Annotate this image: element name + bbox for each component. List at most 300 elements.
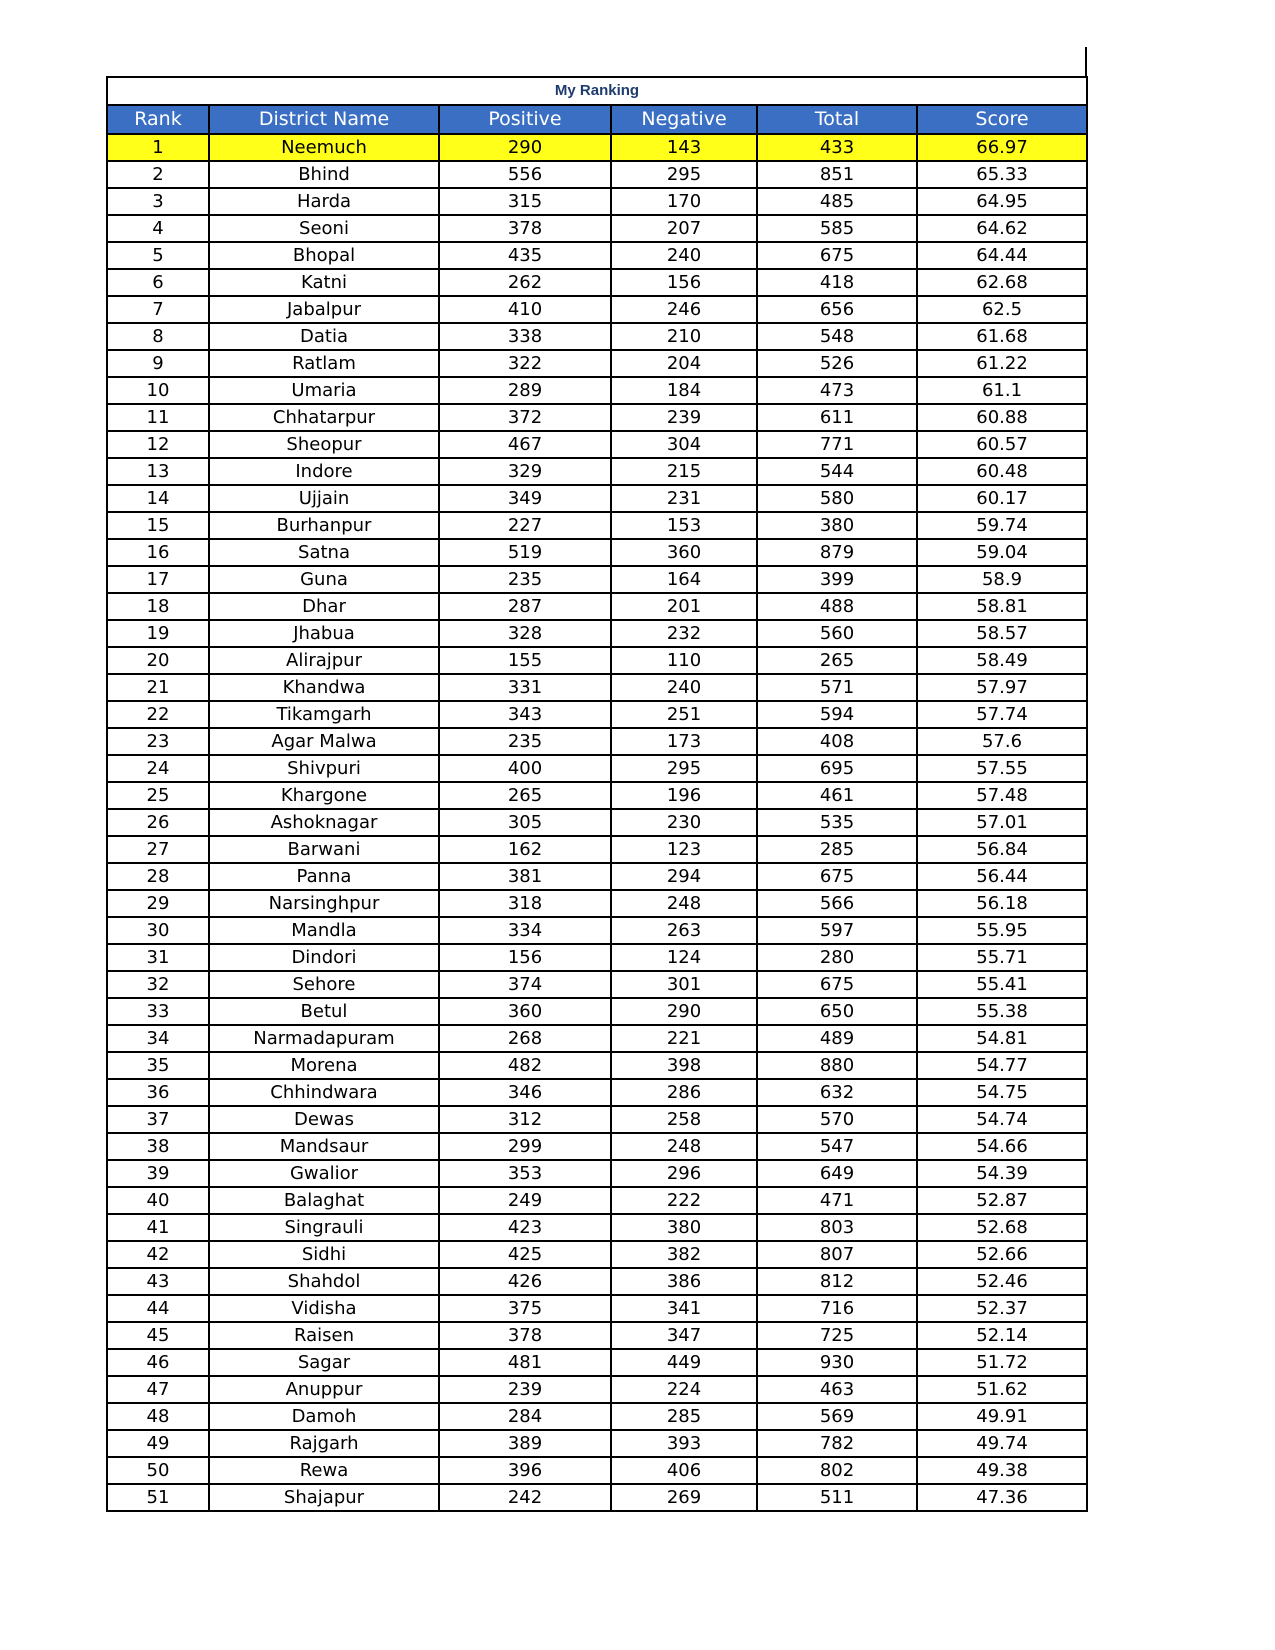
cell-positive: 268 <box>439 1025 611 1052</box>
cell-negative: 258 <box>611 1106 757 1133</box>
table-row[interactable] <box>107 836 1087 863</box>
cell-district-name: Barwani <box>209 836 439 863</box>
cell-negative: 204 <box>611 350 757 377</box>
cell-negative: 143 <box>611 134 757 161</box>
header-row <box>107 105 1087 134</box>
table-row[interactable] <box>107 188 1087 215</box>
cell-score: 55.38 <box>917 998 1087 1025</box>
cell-district-name: Harda <box>209 188 439 215</box>
page-border-line <box>1085 47 1087 77</box>
cell-score: 49.91 <box>917 1403 1087 1430</box>
cell-rank: 2 <box>107 161 209 188</box>
table-row[interactable] <box>107 782 1087 809</box>
cell-total: 725 <box>757 1322 917 1349</box>
table-row[interactable] <box>107 944 1087 971</box>
cell-district-name: Betul <box>209 998 439 1025</box>
cell-score: 65.33 <box>917 161 1087 188</box>
cell-positive: 242 <box>439 1484 611 1511</box>
cell-score: 60.17 <box>917 485 1087 512</box>
cell-score: 57.6 <box>917 728 1087 755</box>
cell-total: 570 <box>757 1106 917 1133</box>
cell-positive: 162 <box>439 836 611 863</box>
cell-score: 58.49 <box>917 647 1087 674</box>
cell-score: 51.72 <box>917 1349 1087 1376</box>
cell-negative: 406 <box>611 1457 757 1484</box>
cell-total: 488 <box>757 593 917 620</box>
cell-district-name: Mandla <box>209 917 439 944</box>
cell-positive: 519 <box>439 539 611 566</box>
cell-total: 880 <box>757 1052 917 1079</box>
cell-score: 60.48 <box>917 458 1087 485</box>
cell-rank: 50 <box>107 1457 209 1484</box>
cell-negative: 246 <box>611 296 757 323</box>
cell-district-name: Shajapur <box>209 1484 439 1511</box>
cell-score: 62.68 <box>917 269 1087 296</box>
cell-positive: 353 <box>439 1160 611 1187</box>
cell-positive: 227 <box>439 512 611 539</box>
table-row[interactable] <box>107 566 1087 593</box>
table-row[interactable] <box>107 161 1087 188</box>
cell-district-name: Bhopal <box>209 242 439 269</box>
table-row[interactable] <box>107 998 1087 1025</box>
cell-rank: 16 <box>107 539 209 566</box>
cell-score: 57.48 <box>917 782 1087 809</box>
cell-district-name: Ashoknagar <box>209 809 439 836</box>
table-row[interactable] <box>107 350 1087 377</box>
cell-negative: 231 <box>611 485 757 512</box>
cell-score: 64.95 <box>917 188 1087 215</box>
cell-score: 49.38 <box>917 1457 1087 1484</box>
cell-rank: 27 <box>107 836 209 863</box>
cell-negative: 380 <box>611 1214 757 1241</box>
cell-positive: 378 <box>439 1322 611 1349</box>
cell-negative: 295 <box>611 755 757 782</box>
cell-positive: 343 <box>439 701 611 728</box>
table-row[interactable] <box>107 1025 1087 1052</box>
cell-total: 879 <box>757 539 917 566</box>
cell-rank: 38 <box>107 1133 209 1160</box>
cell-district-name: Anuppur <box>209 1376 439 1403</box>
cell-negative: 240 <box>611 242 757 269</box>
cell-district-name: Seoni <box>209 215 439 242</box>
cell-rank: 3 <box>107 188 209 215</box>
cell-rank: 36 <box>107 1079 209 1106</box>
cell-score: 54.77 <box>917 1052 1087 1079</box>
table-row[interactable] <box>107 1349 1087 1376</box>
table-row[interactable] <box>107 809 1087 836</box>
cell-total: 569 <box>757 1403 917 1430</box>
table-row[interactable] <box>107 458 1087 485</box>
cell-district-name: Khandwa <box>209 674 439 701</box>
table-row[interactable] <box>107 890 1087 917</box>
cell-total: 571 <box>757 674 917 701</box>
cell-rank: 28 <box>107 863 209 890</box>
cell-positive: 329 <box>439 458 611 485</box>
cell-positive: 284 <box>439 1403 611 1430</box>
cell-total: 399 <box>757 566 917 593</box>
cell-positive: 378 <box>439 215 611 242</box>
cell-district-name: Tikamgarh <box>209 701 439 728</box>
cell-positive: 235 <box>439 728 611 755</box>
cell-district-name: Ratlam <box>209 350 439 377</box>
cell-score: 58.81 <box>917 593 1087 620</box>
header-rank[interactable]: Rank <box>107 105 209 134</box>
cell-total: 548 <box>757 323 917 350</box>
cell-positive: 396 <box>439 1457 611 1484</box>
cell-positive: 265 <box>439 782 611 809</box>
cell-positive: 249 <box>439 1187 611 1214</box>
cell-negative: 269 <box>611 1484 757 1511</box>
table-row[interactable] <box>107 1052 1087 1079</box>
cell-negative: 210 <box>611 323 757 350</box>
cell-rank: 4 <box>107 215 209 242</box>
table-row[interactable] <box>107 1376 1087 1403</box>
cell-positive: 482 <box>439 1052 611 1079</box>
cell-positive: 410 <box>439 296 611 323</box>
table-row[interactable] <box>107 269 1087 296</box>
cell-rank: 5 <box>107 242 209 269</box>
table-row[interactable] <box>107 539 1087 566</box>
cell-rank: 6 <box>107 269 209 296</box>
cell-negative: 110 <box>611 647 757 674</box>
cell-district-name: Vidisha <box>209 1295 439 1322</box>
cell-score: 54.74 <box>917 1106 1087 1133</box>
cell-score: 54.81 <box>917 1025 1087 1052</box>
cell-district-name: Shivpuri <box>209 755 439 782</box>
cell-score: 66.97 <box>917 134 1087 161</box>
cell-score: 57.97 <box>917 674 1087 701</box>
cell-total: 511 <box>757 1484 917 1511</box>
cell-rank: 12 <box>107 431 209 458</box>
cell-rank: 9 <box>107 350 209 377</box>
table-row[interactable] <box>107 728 1087 755</box>
table-row[interactable] <box>107 701 1087 728</box>
cell-district-name: Burhanpur <box>209 512 439 539</box>
cell-score: 56.84 <box>917 836 1087 863</box>
cell-rank: 32 <box>107 971 209 998</box>
cell-negative: 248 <box>611 890 757 917</box>
cell-rank: 8 <box>107 323 209 350</box>
cell-total: 265 <box>757 647 917 674</box>
table-row[interactable] <box>107 1133 1087 1160</box>
cell-score: 52.46 <box>917 1268 1087 1295</box>
cell-district-name: Narsinghpur <box>209 890 439 917</box>
cell-total: 473 <box>757 377 917 404</box>
cell-negative: 449 <box>611 1349 757 1376</box>
table-row[interactable] <box>107 512 1087 539</box>
cell-rank: 37 <box>107 1106 209 1133</box>
cell-score: 52.37 <box>917 1295 1087 1322</box>
cell-district-name: Dewas <box>209 1106 439 1133</box>
cell-total: 656 <box>757 296 917 323</box>
table-row[interactable] <box>107 1484 1087 1511</box>
cell-score: 52.66 <box>917 1241 1087 1268</box>
header-total[interactable]: Total <box>757 105 917 134</box>
table-row[interactable] <box>107 1241 1087 1268</box>
cell-negative: 224 <box>611 1376 757 1403</box>
cell-district-name: Chhatarpur <box>209 404 439 431</box>
cell-negative: 221 <box>611 1025 757 1052</box>
cell-total: 802 <box>757 1457 917 1484</box>
cell-negative: 222 <box>611 1187 757 1214</box>
cell-rank: 47 <box>107 1376 209 1403</box>
cell-total: 408 <box>757 728 917 755</box>
cell-positive: 360 <box>439 998 611 1025</box>
cell-rank: 11 <box>107 404 209 431</box>
cell-total: 380 <box>757 512 917 539</box>
cell-positive: 156 <box>439 944 611 971</box>
cell-score: 47.36 <box>917 1484 1087 1511</box>
cell-rank: 44 <box>107 1295 209 1322</box>
cell-district-name: Raisen <box>209 1322 439 1349</box>
cell-total: 807 <box>757 1241 917 1268</box>
cell-positive: 467 <box>439 431 611 458</box>
cell-positive: 289 <box>439 377 611 404</box>
cell-score: 61.22 <box>917 350 1087 377</box>
cell-total: 463 <box>757 1376 917 1403</box>
cell-rank: 7 <box>107 296 209 323</box>
cell-rank: 31 <box>107 944 209 971</box>
cell-district-name: Sehore <box>209 971 439 998</box>
cell-score: 57.55 <box>917 755 1087 782</box>
cell-total: 803 <box>757 1214 917 1241</box>
cell-rank: 41 <box>107 1214 209 1241</box>
table-row[interactable] <box>107 215 1087 242</box>
table-row[interactable] <box>107 1322 1087 1349</box>
table-row[interactable] <box>107 485 1087 512</box>
header-score[interactable]: Score <box>917 105 1087 134</box>
table-row[interactable] <box>107 917 1087 944</box>
cell-negative: 382 <box>611 1241 757 1268</box>
cell-total: 461 <box>757 782 917 809</box>
cell-rank: 43 <box>107 1268 209 1295</box>
cell-score: 58.57 <box>917 620 1087 647</box>
header-positive[interactable]: Positive <box>439 105 611 134</box>
cell-negative: 290 <box>611 998 757 1025</box>
cell-district-name: Alirajpur <box>209 647 439 674</box>
table-row[interactable] <box>107 971 1087 998</box>
cell-total: 547 <box>757 1133 917 1160</box>
table-row[interactable] <box>107 1079 1087 1106</box>
cell-rank: 15 <box>107 512 209 539</box>
cell-total: 812 <box>757 1268 917 1295</box>
table-row[interactable] <box>107 1187 1087 1214</box>
header-district-name[interactable]: District Name <box>209 105 439 134</box>
cell-negative: 184 <box>611 377 757 404</box>
cell-rank: 30 <box>107 917 209 944</box>
cell-negative: 156 <box>611 269 757 296</box>
table-row[interactable] <box>107 1160 1087 1187</box>
cell-positive: 235 <box>439 566 611 593</box>
table-row[interactable] <box>107 1403 1087 1430</box>
cell-positive: 299 <box>439 1133 611 1160</box>
cell-rank: 19 <box>107 620 209 647</box>
cell-negative: 164 <box>611 566 757 593</box>
table-row[interactable] <box>107 755 1087 782</box>
cell-total: 771 <box>757 431 917 458</box>
cell-district-name: Gwalior <box>209 1160 439 1187</box>
cell-positive: 425 <box>439 1241 611 1268</box>
cell-total: 782 <box>757 1430 917 1457</box>
cell-rank: 34 <box>107 1025 209 1052</box>
cell-score: 54.66 <box>917 1133 1087 1160</box>
cell-district-name: Neemuch <box>209 134 439 161</box>
cell-positive: 435 <box>439 242 611 269</box>
cell-positive: 262 <box>439 269 611 296</box>
cell-total: 580 <box>757 485 917 512</box>
cell-score: 54.39 <box>917 1160 1087 1187</box>
cell-positive: 381 <box>439 863 611 890</box>
cell-negative: 240 <box>611 674 757 701</box>
cell-positive: 315 <box>439 188 611 215</box>
cell-negative: 248 <box>611 1133 757 1160</box>
cell-positive: 305 <box>439 809 611 836</box>
cell-total: 566 <box>757 890 917 917</box>
cell-district-name: Shahdol <box>209 1268 439 1295</box>
cell-positive: 374 <box>439 971 611 998</box>
cell-score: 59.04 <box>917 539 1087 566</box>
table-row[interactable] <box>107 593 1087 620</box>
cell-district-name: Jabalpur <box>209 296 439 323</box>
cell-negative: 295 <box>611 161 757 188</box>
cell-rank: 14 <box>107 485 209 512</box>
cell-district-name: Umaria <box>209 377 439 404</box>
cell-negative: 393 <box>611 1430 757 1457</box>
cell-rank: 35 <box>107 1052 209 1079</box>
cell-total: 675 <box>757 863 917 890</box>
table-row[interactable] <box>107 620 1087 647</box>
cell-negative: 286 <box>611 1079 757 1106</box>
table-row[interactable] <box>107 377 1087 404</box>
table-row[interactable] <box>107 1295 1087 1322</box>
cell-total: 611 <box>757 404 917 431</box>
header-negative[interactable]: Negative <box>611 105 757 134</box>
cell-rank: 33 <box>107 998 209 1025</box>
cell-negative: 239 <box>611 404 757 431</box>
title-row <box>107 77 1087 105</box>
table-row[interactable] <box>107 863 1087 890</box>
cell-positive: 239 <box>439 1376 611 1403</box>
cell-score: 52.87 <box>917 1187 1087 1214</box>
cell-score: 55.71 <box>917 944 1087 971</box>
cell-negative: 398 <box>611 1052 757 1079</box>
cell-positive: 423 <box>439 1214 611 1241</box>
table-row[interactable] <box>107 1430 1087 1457</box>
cell-negative: 301 <box>611 971 757 998</box>
cell-negative: 296 <box>611 1160 757 1187</box>
cell-negative: 304 <box>611 431 757 458</box>
cell-total: 544 <box>757 458 917 485</box>
cell-total: 560 <box>757 620 917 647</box>
cell-positive: 338 <box>439 323 611 350</box>
cell-rank: 13 <box>107 458 209 485</box>
table-row[interactable] <box>107 674 1087 701</box>
cell-district-name: Satna <box>209 539 439 566</box>
cell-rank: 45 <box>107 1322 209 1349</box>
cell-district-name: Khargone <box>209 782 439 809</box>
cell-total: 597 <box>757 917 917 944</box>
cell-positive: 426 <box>439 1268 611 1295</box>
cell-rank: 40 <box>107 1187 209 1214</box>
cell-score: 59.74 <box>917 512 1087 539</box>
cell-total: 930 <box>757 1349 917 1376</box>
cell-positive: 290 <box>439 134 611 161</box>
table-row[interactable] <box>107 647 1087 674</box>
table-body <box>107 134 1087 1511</box>
cell-score: 57.74 <box>917 701 1087 728</box>
cell-negative: 263 <box>611 917 757 944</box>
cell-rank: 29 <box>107 890 209 917</box>
table-row[interactable] <box>107 1214 1087 1241</box>
table-row[interactable] <box>107 1106 1087 1133</box>
cell-district-name: Narmadapuram <box>209 1025 439 1052</box>
cell-total: 716 <box>757 1295 917 1322</box>
cell-district-name: Sidhi <box>209 1241 439 1268</box>
cell-district-name: Sheopur <box>209 431 439 458</box>
cell-positive: 346 <box>439 1079 611 1106</box>
cell-negative: 285 <box>611 1403 757 1430</box>
table-row[interactable] <box>107 323 1087 350</box>
cell-total: 535 <box>757 809 917 836</box>
cell-rank: 10 <box>107 377 209 404</box>
table-row[interactable] <box>107 1268 1087 1295</box>
cell-rank: 18 <box>107 593 209 620</box>
cell-negative: 215 <box>611 458 757 485</box>
cell-total: 632 <box>757 1079 917 1106</box>
cell-district-name: Katni <box>209 269 439 296</box>
cell-district-name: Panna <box>209 863 439 890</box>
cell-positive: 372 <box>439 404 611 431</box>
table-row[interactable] <box>107 242 1087 269</box>
cell-positive: 389 <box>439 1430 611 1457</box>
table-row[interactable] <box>107 404 1087 431</box>
cell-score: 60.57 <box>917 431 1087 458</box>
cell-positive: 556 <box>439 161 611 188</box>
cell-total: 526 <box>757 350 917 377</box>
cell-negative: 360 <box>611 539 757 566</box>
cell-total: 418 <box>757 269 917 296</box>
table-row[interactable] <box>107 1457 1087 1484</box>
cell-total: 433 <box>757 134 917 161</box>
cell-total: 489 <box>757 1025 917 1052</box>
cell-score: 54.75 <box>917 1079 1087 1106</box>
cell-positive: 328 <box>439 620 611 647</box>
table-row[interactable] <box>107 296 1087 323</box>
cell-total: 649 <box>757 1160 917 1187</box>
table-row[interactable] <box>107 431 1087 458</box>
cell-total: 471 <box>757 1187 917 1214</box>
cell-rank: 26 <box>107 809 209 836</box>
cell-total: 485 <box>757 188 917 215</box>
cell-score: 56.44 <box>917 863 1087 890</box>
cell-positive: 322 <box>439 350 611 377</box>
cell-score: 49.74 <box>917 1430 1087 1457</box>
cell-total: 280 <box>757 944 917 971</box>
cell-district-name: Guna <box>209 566 439 593</box>
cell-positive: 481 <box>439 1349 611 1376</box>
cell-negative: 347 <box>611 1322 757 1349</box>
cell-score: 52.14 <box>917 1322 1087 1349</box>
cell-district-name: Ujjain <box>209 485 439 512</box>
cell-score: 57.01 <box>917 809 1087 836</box>
cell-rank: 17 <box>107 566 209 593</box>
ranking-sheet <box>106 76 1086 1512</box>
cell-total: 650 <box>757 998 917 1025</box>
cell-rank: 24 <box>107 755 209 782</box>
cell-district-name: Balaghat <box>209 1187 439 1214</box>
table-row[interactable] <box>107 134 1087 161</box>
cell-district-name: Dindori <box>209 944 439 971</box>
